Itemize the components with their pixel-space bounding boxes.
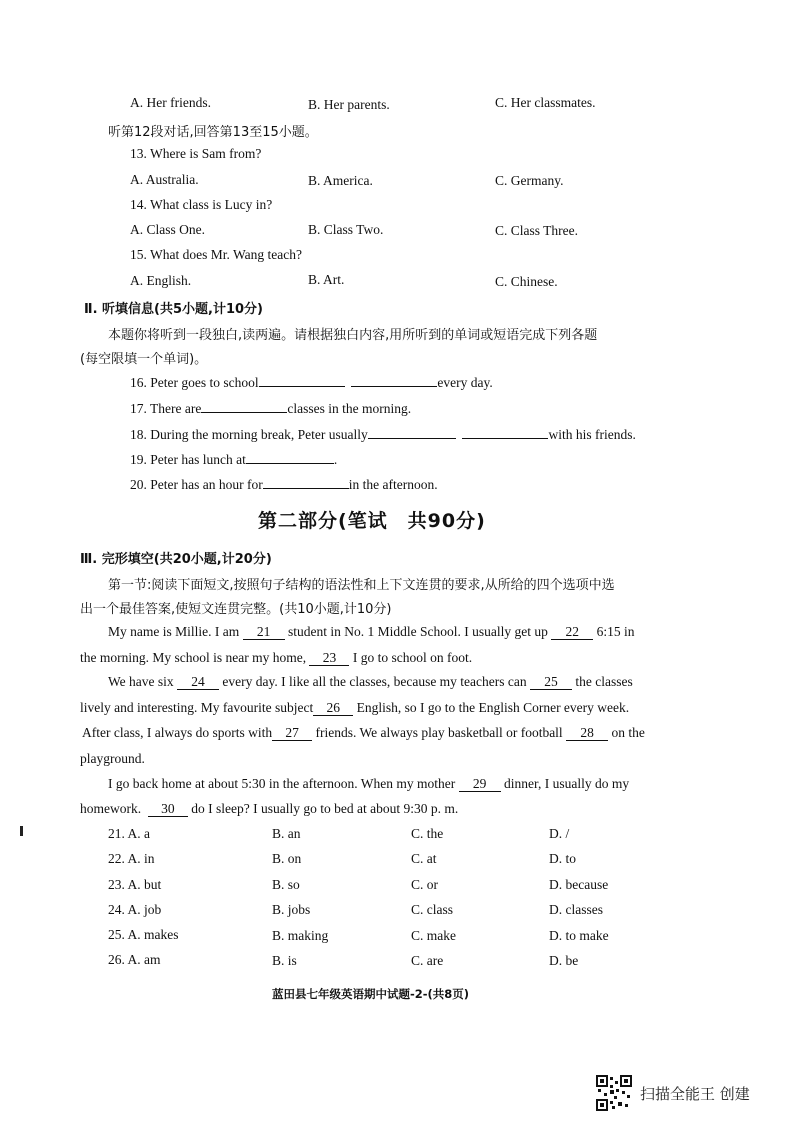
choice-21-d: D. /: [549, 826, 570, 841]
dialog12-instruction: 听第12段对话,回答第13至15小题。: [108, 125, 318, 140]
blank-25[interactable]: 25: [530, 675, 572, 690]
q13-option-b: B. America.: [308, 173, 373, 188]
passage-text: My name is Millie. I am: [108, 624, 240, 639]
choice-26-b: B. is: [272, 953, 297, 968]
choice-25-d: D. to make: [549, 928, 609, 943]
q18-line: [130, 426, 636, 443]
passage-text: friends. We always play basketball or football: [315, 725, 563, 740]
page-footer: 蓝田县七年级英语期中试题-2-(共8页): [272, 987, 470, 1001]
passage-text: lively and interesting. My favourite subject: [80, 700, 314, 715]
choice-25-b: B. making: [272, 928, 329, 943]
section-2-instruction-2: (每空限填一个单词)。: [80, 352, 208, 367]
passage-line-2: [80, 650, 472, 666]
passage-text: student in No. 1 Middle School. I usually get up: [287, 624, 548, 639]
blank-21[interactable]: 21: [243, 625, 285, 640]
passage-line-1: [108, 624, 634, 640]
q12-option-a: A. Her friends.: [130, 95, 211, 110]
blank-22[interactable]: 22: [551, 625, 593, 640]
margin-mark: [20, 826, 23, 836]
q13-stem: 13. Where is Sam from?: [130, 146, 262, 161]
passage-text: I go back home at about 5:30 in the afternoon. When my mother: [108, 776, 456, 791]
passage-text: do I sleep? I usually go to bed at about 9:30 p. m.: [191, 801, 459, 816]
choice-26-c: C. are: [411, 953, 444, 968]
q15-stem: 15. What does Mr. Wang teach?: [130, 247, 302, 262]
q19-line: [130, 451, 337, 468]
choice-26-a: 26. A. am: [108, 952, 161, 967]
q14-option-a: A. Class One.: [130, 222, 205, 237]
passage-text: the classes: [575, 674, 633, 689]
q20-blank[interactable]: [263, 476, 349, 489]
passage-text: homework.: [80, 801, 142, 816]
passage-line-8: [80, 801, 458, 817]
q20-line: [130, 476, 438, 493]
choice-21-b: B. an: [272, 826, 301, 841]
q13-option-a: A. Australia.: [130, 172, 199, 187]
passage-text: We have six: [108, 674, 174, 689]
section-2-title: Ⅱ. 听填信息(共5小题,计10分): [84, 302, 263, 317]
q14-option-c: C. Class Three.: [495, 223, 578, 238]
q14-stem: 14. What class is Lucy in?: [130, 197, 273, 212]
passage-text: English, so I go to the English Corner every week.: [356, 700, 630, 715]
choice-23-c: C. or: [411, 877, 438, 892]
passage-text: dinner, I usually do my: [504, 776, 630, 791]
blank-29[interactable]: 29: [459, 777, 501, 792]
choice-24-c: C. class: [411, 902, 453, 917]
passage-line-5: [82, 725, 645, 741]
q17-tail: classes in the morning.: [287, 401, 412, 416]
q16-tail: every day.: [437, 375, 493, 390]
choice-22-c: C. at: [411, 851, 437, 866]
choice-23-a: 23. A. but: [108, 877, 162, 892]
section-2-instruction-1: 本题你将听到一段独白,读两遍。请根据独白内容,用所听到的单词或短语完成下列各题: [108, 328, 598, 343]
q12-option-b: B. Her parents.: [308, 97, 390, 112]
q14-option-b: B. Class Two.: [308, 222, 384, 237]
blank-27[interactable]: 27: [272, 726, 312, 741]
blank-23[interactable]: 23: [309, 651, 349, 666]
passage-text: on the: [611, 725, 645, 740]
passage-line-6: playground.: [80, 751, 145, 766]
section-3-instruction-1: 第一节:阅读下面短文,按照句子结构的语法性和上下文连贯的要求,从所给的四个选项中选: [108, 578, 615, 593]
passage-line-4: [80, 700, 629, 716]
q13-option-c: C. Germany.: [495, 173, 564, 188]
section-3-title: Ⅲ. 完形填空(共20小题,计20分): [80, 552, 272, 567]
choice-21-a: 21. A. a: [108, 826, 150, 841]
choice-23-b: B. so: [272, 877, 300, 892]
choice-25-a: 25. A. makes: [108, 927, 179, 942]
q16-line: [130, 374, 493, 391]
choice-22-b: B. on: [272, 851, 302, 866]
q15-option-a: A. English.: [130, 273, 192, 288]
q19-text: 19. Peter has lunch at: [130, 452, 246, 467]
blank-24[interactable]: 24: [177, 675, 219, 690]
blank-26[interactable]: 26: [313, 701, 353, 716]
q16-blank-1[interactable]: [259, 374, 345, 387]
choice-24-d: D. classes: [549, 902, 603, 917]
passage-text: 6:15 in: [596, 624, 635, 639]
passage-text: After class, I always do sports with: [82, 725, 273, 740]
q15-option-c: C. Chinese.: [495, 274, 558, 289]
blank-28[interactable]: 28: [566, 726, 608, 741]
q18-text: 18. During the morning break, Peter usually: [130, 427, 368, 442]
scanner-watermark-text: 扫描全能王 创建: [640, 1085, 750, 1103]
q17-text: 17. There are: [130, 401, 202, 416]
qr-code-icon: [596, 1075, 632, 1111]
choice-25-c: C. make: [411, 928, 456, 943]
q18-blank-2[interactable]: [462, 426, 548, 439]
q16-blank-2[interactable]: [351, 374, 437, 387]
q18-blank-1[interactable]: [368, 426, 456, 439]
q19-tail: .: [333, 452, 338, 467]
choice-23-d: D. because: [549, 877, 609, 892]
q12-option-c: C. Her classmates.: [495, 95, 596, 110]
q18-tail: with his friends.: [548, 427, 636, 442]
passage-text: the morning. My school is near my home,: [80, 650, 307, 665]
choice-21-c: C. the: [411, 826, 444, 841]
section-3-instruction-2: 出一个最佳答案,使短文连贯完整。(共10小题,计10分): [80, 602, 392, 617]
q17-line: [130, 400, 411, 417]
passage-text: every day. I like all the classes, because my teachers can: [222, 674, 527, 689]
q19-blank[interactable]: [246, 451, 334, 464]
passage-line-3: [108, 674, 633, 690]
part-2-title: 第二部分(笔试 共90分): [258, 510, 486, 532]
choice-22-d: D. to: [549, 851, 576, 866]
choice-26-d: D. be: [549, 953, 579, 968]
q20-text: 20. Peter has an hour for: [130, 477, 263, 492]
q15-option-b: B. Art.: [308, 272, 345, 287]
q17-blank[interactable]: [201, 400, 287, 413]
passage-line-7: [108, 776, 629, 792]
blank-30[interactable]: 30: [148, 802, 188, 817]
choice-24-b: B. jobs: [272, 902, 311, 917]
choice-22-a: 22. A. in: [108, 851, 155, 866]
choice-24-a: 24. A. job: [108, 902, 162, 917]
q20-tail: in the afternoon.: [348, 477, 438, 492]
q16-text: 16. Peter goes to school: [130, 375, 259, 390]
passage-text: I go to school on foot.: [352, 650, 473, 665]
